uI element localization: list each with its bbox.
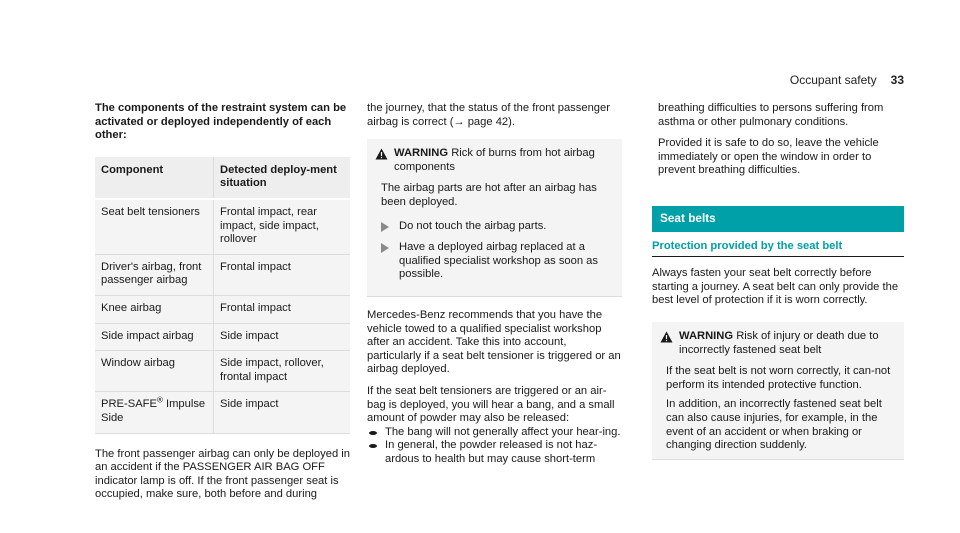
warning-word: WARNING — [679, 329, 734, 342]
bullet-text: The bang will not generally affect your hear-ing. — [385, 425, 621, 438]
page-header — [710, 74, 904, 88]
header-deployment-situation: Detected deploy-ment situation — [214, 157, 351, 199]
warning-text: In addition, an incorrectly fastened seat belt can also cause injuries, for example, in the event of an accident or when braking or changing direction suddenly. — [666, 398, 882, 452]
table-cell: Side impact — [214, 323, 351, 351]
table-cell: Frontal impact — [214, 254, 351, 295]
list-item — [381, 241, 614, 282]
after-table-paragraph: The front passenger airbag can only be deployed in an accident if the PASSENGER AIR BAG OFF indicator lamp is off. If the front passenger seat is occupied, make sure, both before and during — [95, 447, 350, 501]
table-row — [95, 323, 350, 351]
table-cell: Side impact airbag — [95, 323, 214, 351]
warning-triangle-icon — [375, 148, 388, 160]
warning-body — [660, 365, 896, 453]
warning-box-seat-belt — [652, 322, 904, 460]
table-row — [95, 392, 350, 433]
warning-title-line — [679, 330, 896, 357]
instruction-text: Do not touch the airbag parts. — [399, 219, 547, 232]
warning-title: Rick of burns from hot airbag components — [394, 147, 595, 173]
page-number: 33 — [890, 73, 904, 87]
continued-block — [652, 102, 904, 178]
warning-header — [660, 330, 896, 357]
pre-safe-suffix: Impulse Side — [101, 398, 206, 424]
column-2 — [367, 102, 622, 466]
warning-title-line — [394, 147, 614, 174]
continued-paragraph: the journey, that the status of the front passenger airbag is correct (→ page 42). — [367, 102, 610, 128]
instruction-list — [381, 220, 614, 282]
bullet-icon — [369, 444, 377, 448]
section-bar-seat-belts: Seat belts — [652, 206, 904, 232]
table-cell: Driver's airbag, front passenger airbag — [95, 254, 214, 295]
warning-word: WARNING — [394, 147, 449, 160]
table-cell: Frontal impact, rear impact, side impact, rollover — [214, 199, 351, 254]
table-cell: Frontal impact — [214, 295, 351, 323]
warning-text: The airbag parts are hot after an airbag has been deployed. — [381, 182, 597, 208]
warning-text: If the seat belt is not worn correctly, it can-not perform its intended protective function. — [666, 365, 891, 391]
registered-mark: ® — [156, 395, 163, 405]
continued-paragraph: breathing difficulties to persons suffering from asthma or other pulmonary conditions. — [658, 102, 884, 128]
arrow-right-icon — [381, 222, 389, 232]
table-row — [95, 254, 350, 295]
table-row — [95, 295, 350, 323]
section-title: Occupant safety — [789, 73, 877, 87]
table-cell: Side impact — [214, 392, 351, 433]
seat-belt-paragraph: Always fasten your seat belt correctly before starting a journey. A seat belt can only provide the best level of protection if it is worn correctly. — [652, 267, 899, 307]
table-cell: Window airbag — [95, 351, 214, 392]
bullet-list — [367, 426, 622, 467]
tensioner-paragraph: If the seat belt tensioners are triggered or an air-bag is deployed, you will hear a bang, and a small amount of powder may also be released: — [367, 384, 615, 425]
warning-box-burns — [367, 139, 622, 297]
arrow-right-icon — [381, 243, 389, 253]
warning-triangle-icon — [660, 331, 673, 343]
leave-vehicle-paragraph: Provided it is safe to do so, leave the vehicle immediately or open the window in order to prevent breathing difficulties. — [658, 137, 879, 177]
bullet-text: In general, the powder released is not haz-ardous to health but may cause short-term — [385, 439, 598, 465]
table-cell: Knee airbag — [95, 295, 214, 323]
table-cell: Side impact, rollover, frontal impact — [214, 351, 351, 392]
table-row — [95, 199, 350, 254]
instruction-text: Have a deployed airbag replaced at a qualified specialist workshop as soon as possible. — [399, 241, 598, 281]
warning-header — [375, 147, 614, 174]
column-1 — [95, 102, 350, 502]
table-cell — [95, 392, 214, 433]
recommendation-paragraph: Mercedes-Benz recommends that you have the vehicle towed to a qualified specialist workshop after an accident. Take this into account, particularly if a seat belt tensioner is triggered or an airbag deployed. — [367, 308, 621, 376]
bullet-icon — [369, 431, 377, 435]
table-cell: Seat belt tensioners — [95, 199, 214, 254]
table-header-row — [95, 157, 350, 199]
column-3 — [652, 102, 904, 472]
intro-heading: The components of the restraint system can be activated or deployed independently of each other: — [95, 102, 347, 142]
pre-safe-label: PRE-SAFE — [101, 398, 157, 411]
list-item — [367, 439, 622, 466]
list-item — [381, 220, 614, 234]
header-component: Component — [95, 157, 214, 199]
subheading-protection: Protection provided by the seat belt — [652, 240, 904, 258]
table-row — [95, 351, 350, 392]
warning-title: Risk of injury or death due to incorrectly fastened seat belt — [679, 329, 879, 356]
list-item — [367, 426, 622, 440]
components-table — [95, 157, 350, 434]
warning-body — [375, 182, 614, 282]
